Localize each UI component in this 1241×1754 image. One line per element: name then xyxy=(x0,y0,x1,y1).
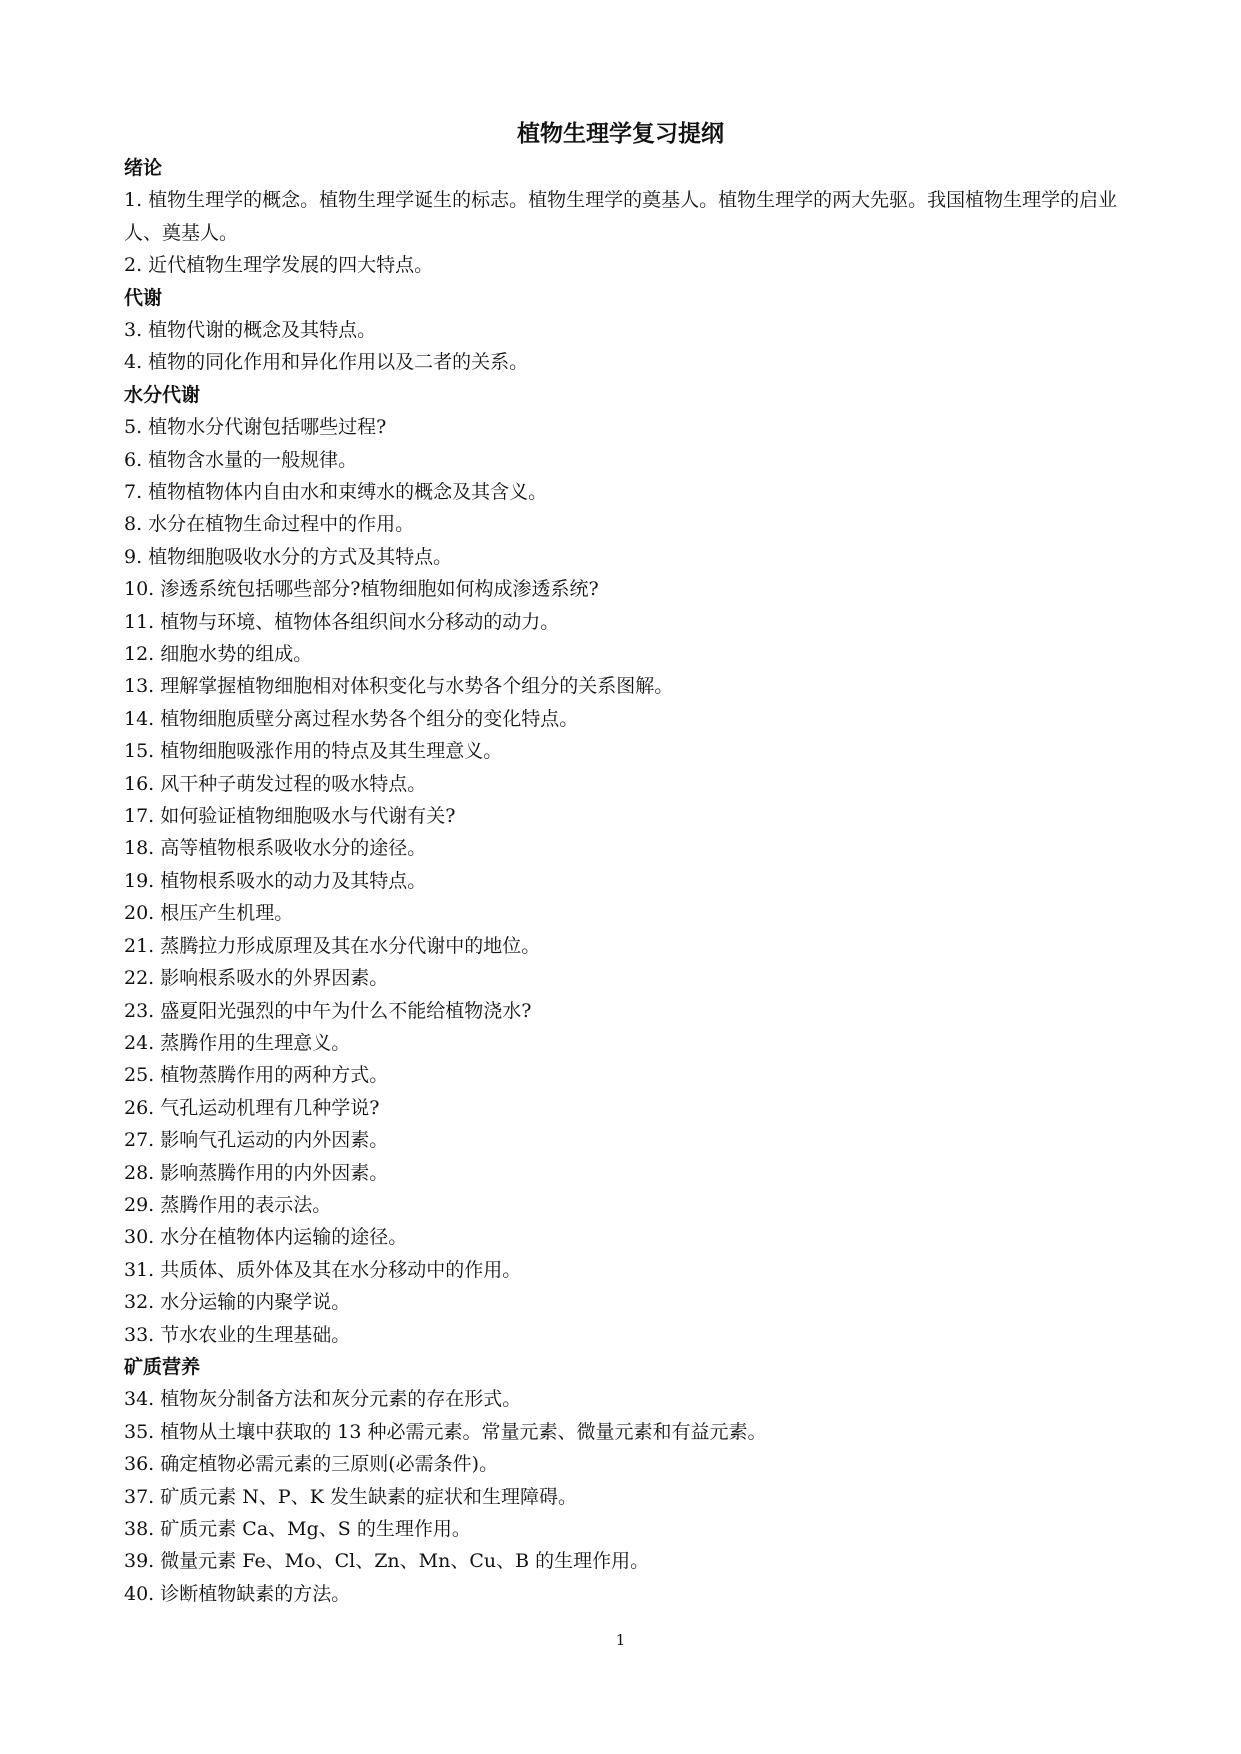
outline-item: 29. 蒸腾作用的表示法。 xyxy=(124,1193,332,1216)
outline-item: 18. 高等植物根系吸收水分的途径。 xyxy=(124,837,427,860)
outline-item: 26. 气孔运动机理有几种学说? xyxy=(124,1096,380,1119)
outline-item: 31. 共质体、质外体及其在水分移动中的作用。 xyxy=(124,1258,522,1281)
section-heading: 矿质营养 xyxy=(124,1355,201,1378)
page-number: 1 xyxy=(615,1631,626,1649)
outline-item: 33. 节水农业的生理基础。 xyxy=(124,1323,351,1346)
outline-item: 20. 根压产生机理。 xyxy=(124,902,294,925)
outline-item: 16. 风干种子萌发过程的吸水特点。 xyxy=(124,772,427,795)
outline-item: 8. 水分在植物生命过程中的作用。 xyxy=(124,513,415,536)
outline-item: 5. 植物水分代谢包括哪些过程? xyxy=(124,416,387,439)
outline-item: 34. 植物灰分制备方法和灰分元素的存在形式。 xyxy=(124,1388,522,1411)
outline-item: 27. 影响气孔运动的内外因素。 xyxy=(124,1129,389,1152)
outline-item: 7. 植物植物体内自由水和束缚水的概念及其含义。 xyxy=(124,481,548,504)
outline-item: 37. 矿质元素 N、P、K 发生缺素的症状和生理障碍。 xyxy=(124,1485,577,1508)
page-title: 植物生理学复习提纲 xyxy=(517,120,724,147)
outline-item: 1. 植物生理学的概念。植物生理学诞生的标志。植物生理学的奠基人。植物生理学的两大先驱。我国植物生理学的启业人、奠基人。 xyxy=(124,189,1118,244)
outline-item: 30. 水分在植物体内运输的途径。 xyxy=(124,1226,408,1249)
outline-item: 25. 植物蒸腾作用的两种方式。 xyxy=(124,1064,389,1087)
outline-item: 19. 植物根系吸水的动力及其特点。 xyxy=(124,869,427,892)
outline-item: 36. 确定植物必需元素的三原则(必需条件)。 xyxy=(124,1453,499,1476)
outline-item: 38. 矿质元素 Ca、Mg、S 的生理作用。 xyxy=(124,1518,471,1540)
outline-item: 11. 植物与环境、植物体各组织间水分移动的动力。 xyxy=(124,610,560,633)
outline-item: 15. 植物细胞吸涨作用的特点及其生理意义。 xyxy=(124,740,503,763)
outline-item: 17. 如何验证植物细胞吸水与代谢有关? xyxy=(124,805,456,828)
outline-item: 6. 植物含水量的一般规律。 xyxy=(124,448,358,471)
outline-item: 4. 植物的同化作用和异化作用以及二者的关系。 xyxy=(124,351,529,374)
outline-item: 39. 微量元素 Fe、Mo、Cl、Zn、Mn、Cu、B 的生理作用。 xyxy=(124,1550,650,1573)
outline-item: 32. 水分运输的内聚学说。 xyxy=(124,1291,351,1314)
outline-item: 40. 诊断植物缺素的方法。 xyxy=(124,1582,351,1605)
outline-item: 9. 植物细胞吸收水分的方式及其特点。 xyxy=(124,545,453,568)
outline-item: 13. 理解掌握植物细胞相对体积变化与水势各个组分的关系图解。 xyxy=(124,675,674,698)
outline-item: 23. 盛夏阳光强烈的中午为什么不能给植物浇水? xyxy=(124,999,532,1022)
outline-item: 3. 植物代谢的概念及其特点。 xyxy=(124,319,377,341)
outline-item: 22. 影响根系吸水的外界因素。 xyxy=(124,967,389,990)
outline-item: 24. 蒸腾作用的生理意义。 xyxy=(124,1031,351,1054)
outline-item: 2. 近代植物生理学发展的四大特点。 xyxy=(124,254,434,277)
outline-item: 14. 植物细胞质壁分离过程水势各个组分的变化特点。 xyxy=(124,707,579,730)
outline-item: 21. 蒸腾拉力形成原理及其在水分代谢中的地位。 xyxy=(124,934,541,957)
section-heading: 代谢 xyxy=(124,286,163,309)
outline-item: 28. 影响蒸腾作用的内外因素。 xyxy=(124,1161,389,1184)
outline-item: 35. 植物从土壤中获取的 13 种必需元素。常量元素、微量元素和有益元素。 xyxy=(124,1420,767,1443)
section-heading: 水分代谢 xyxy=(124,383,201,406)
outline-item: 10. 渗透系统包括哪些部分?植物细胞如何构成渗透系统? xyxy=(124,578,599,601)
section-heading: 绪论 xyxy=(124,157,163,179)
outline-item: 12. 细胞水势的组成。 xyxy=(124,643,313,666)
outline-content xyxy=(124,152,1119,1610)
